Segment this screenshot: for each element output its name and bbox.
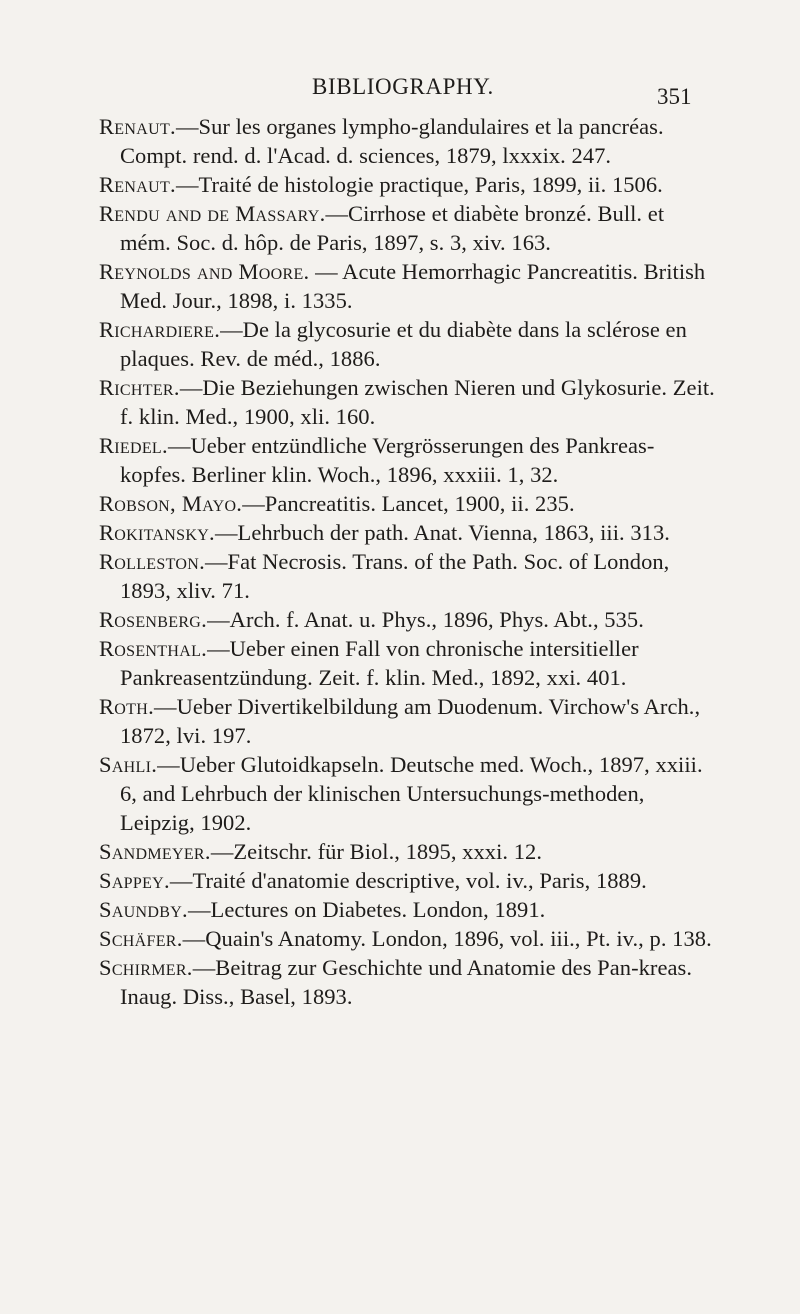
entry-author: Roth. [99, 694, 155, 719]
bibliography-entry [99, 634, 719, 692]
entry-text: —De la glycosurie et du diabète dans la sclérose en plaques. Rev. de méd., 1886. [120, 317, 687, 371]
entry-author: Robson, Mayo. [99, 491, 243, 516]
entry-author: Richter. [99, 375, 180, 400]
entry-text: —Lectures on Diabetes. London, 1891. [187, 897, 546, 922]
bibliography-entry [99, 837, 719, 866]
entry-author: Riedel. [99, 433, 168, 458]
bibliography-entry [99, 373, 719, 431]
entry-author: Reynolds and Moore. [99, 259, 310, 284]
entry-author: Schäfer. [99, 926, 183, 951]
page-number: 351 [657, 84, 692, 109]
entry-author: Rolleston. [99, 549, 205, 574]
bibliography-entry [99, 953, 719, 1011]
entry-text: —Pancreatitis. Lancet, 1900, ii. 235. [242, 491, 575, 516]
bibliography-entry [99, 924, 719, 953]
entry-author: Richardiere. [99, 317, 221, 342]
bibliography-entry [99, 170, 719, 199]
entry-text: —Cirrhose et diabète bronzé. Bull. et mém. Soc. d. hôp. de Paris, 1897, s. 3, xiv. 163. [120, 201, 665, 255]
bibliography-entry [99, 112, 719, 170]
entry-text: —Lehrbuch der path. Anat. Vienna, 1863, iii. 313. [214, 520, 670, 545]
entry-text: —Beitrag zur Geschichte und Anatomie des Pan-kreas. Inaug. Diss., Basel, 1893. [120, 955, 693, 1009]
entry-author: Rendu and de Massary. [99, 201, 326, 226]
entry-author: Rosenberg. [99, 607, 208, 632]
entry-text: —Traité d'anatomie descriptive, vol. iv., Paris, 1889. [169, 868, 647, 893]
entry-text: —Ueber Divertikelbildung am Duodenum. Virchow's Arch., 1872, lvi. 197. [120, 694, 701, 748]
bibliography-entry [99, 431, 719, 489]
entry-author: Rokitansky. [99, 520, 215, 545]
entry-author: Saundby. [99, 897, 188, 922]
bibliography-list [99, 112, 719, 1011]
entry-author: Sahli. [99, 752, 158, 777]
bibliography-entry [99, 315, 719, 373]
entry-text: — Acute Hemorrhagic Pancreatitis. British Med. Jour., 1898, i. 1335. [120, 259, 706, 313]
entry-text: —Traité de histologie practique, Paris, 1899, ii. 1506. [175, 172, 663, 197]
entry-author: Schirmer. [99, 955, 193, 980]
bibliography-entry [99, 547, 719, 605]
entry-author: Renaut. [99, 114, 176, 139]
bibliography-entry [99, 692, 719, 750]
entry-text: —Zeitschr. für Biol., 1895, xxxi. 12. [210, 839, 543, 864]
entry-author: Renaut. [99, 172, 176, 197]
bibliography-entry [99, 895, 719, 924]
entry-text: —Die Beziehungen zwischen Nieren und Glykosurie. Zeit. f. klin. Med., 1900, xli. 160. [120, 375, 715, 429]
bibliography-entry [99, 866, 719, 895]
entry-text: —Ueber einen Fall von chronische intersitieller Pankreasentzündung. Zeit. f. klin. Med., 1892, xxi. 401. [120, 636, 639, 690]
bibliography-entry [99, 518, 719, 547]
entry-text: —Quain's Anatomy. London, 1896, vol. iii., Pt. iv., p. 138. [182, 926, 712, 951]
running-head: BIBLIOGRAPHY. [312, 74, 494, 99]
bibliography-entry [99, 750, 719, 837]
entry-text: —Ueber Glutoidkapseln. Deutsche med. Woch., 1897, xxiii. 6, and Lehrbuch der klinischen Untersuchungs-methoden, Leipzig, 1902. [120, 752, 703, 835]
bibliography-entry [99, 489, 719, 518]
entry-text: —Arch. f. Anat. u. Phys., 1896, Phys. Abt., 535. [207, 607, 644, 632]
entry-author: Rosenthal. [99, 636, 208, 661]
entry-text: —Ueber entzündliche Vergrösserungen des Pankreas-kopfes. Berliner klin. Woch., 1896, xxxiii. 1, 32. [120, 433, 655, 487]
bibliography-entry [99, 605, 719, 634]
entry-text: —Sur les organes lympho-glandulaires et la pancréas. Compt. rend. d. l'Acad. d. sciences, 1879, lxxxix. 247. [120, 114, 664, 168]
entry-author: Sappey. [99, 868, 170, 893]
entry-author: Sandmeyer. [99, 839, 211, 864]
entry-text: —Fat Necrosis. Trans. of the Path. Soc. of London, 1893, xliv. 71. [120, 549, 670, 603]
bibliography-entry [99, 257, 719, 315]
bibliography-entry [99, 199, 719, 257]
